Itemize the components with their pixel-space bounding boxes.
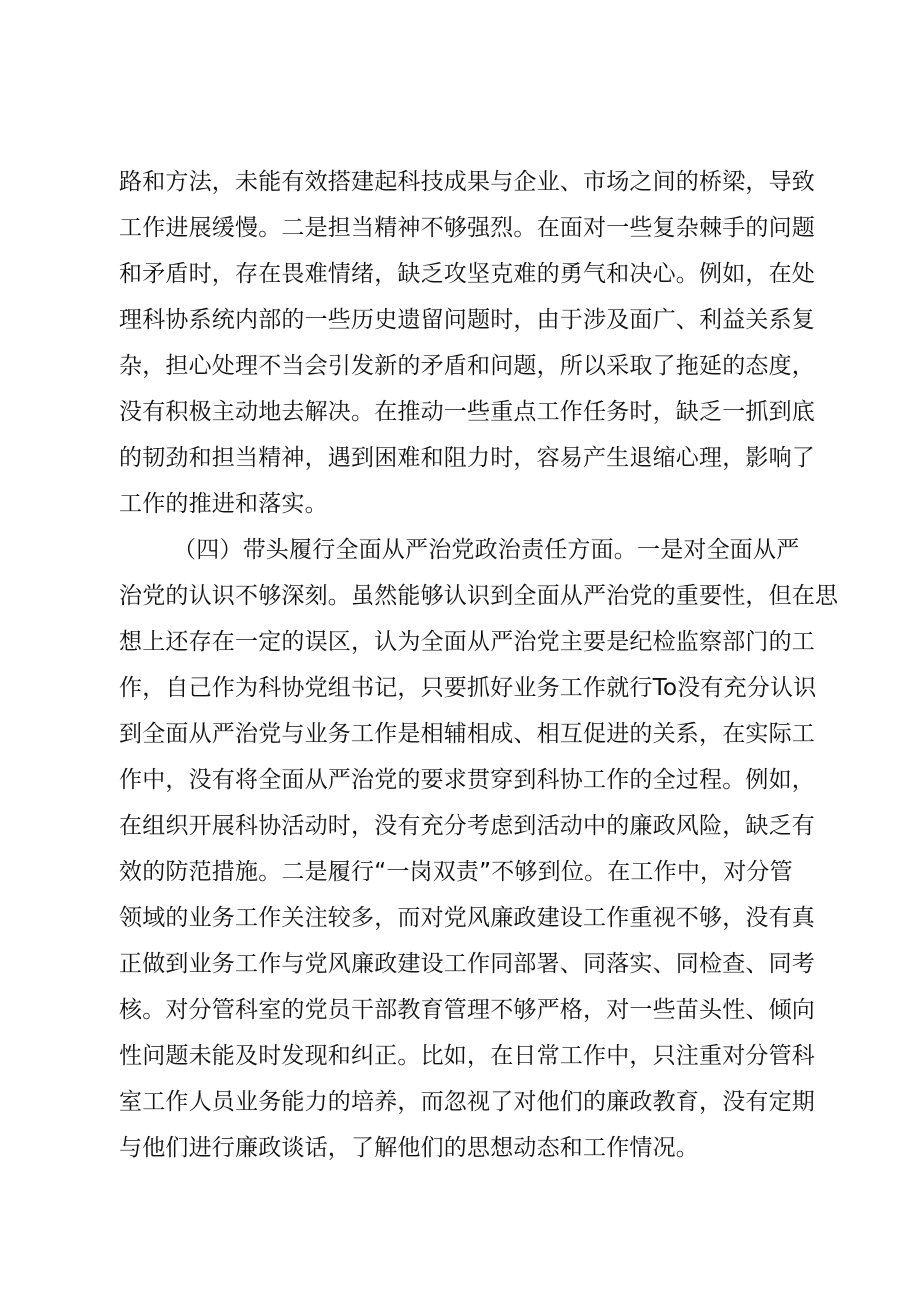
text-line: 性问题未能及时发现和纠正。比如，在日常工作中，只注重对分管科 — [119, 1043, 815, 1069]
text-line: 路和方法，未能有效搭建起科技成果与企业、市场之间的桥梁，导致 — [119, 169, 815, 195]
text-line: 作中，没有将全面从严治党的要求贯穿到科协工作的全过程。例如， — [119, 767, 815, 793]
text-line: 工作进展缓慢。二是担当精神不够强烈。在面对一些复杂棘手的问题 — [119, 215, 815, 241]
text-line: 领域的业务工作关注较多，而对党风廉政建设工作重视不够，没有真 — [119, 905, 815, 931]
text-line: 核。对分管科室的党员干部教育管理不够严格，对一些苗头性、倾向 — [119, 997, 815, 1023]
text-line: 正做到业务工作与党风廉政建设工作同部署、同落实、同检查、同考 — [119, 951, 815, 977]
text-line: 与他们进行廉政谈话，了解他们的思想动态和工作情况。 — [119, 1135, 699, 1161]
text-line: 工作的推进和落实。 — [119, 491, 328, 517]
text-line: 在组织开展科协活动时，没有充分考虑到活动中的廉政风险，缺乏有 — [119, 813, 815, 839]
text-line: 的韧劲和担当精神，遇到困难和阻力时，容易产生退缩心理，影响了 — [119, 445, 815, 471]
text-line: 和矛盾时，存在畏难情绪，缺乏攻坚克难的勇气和决心。例如，在处 — [119, 261, 815, 287]
text-line: 到全面从严治党与业务工作是相辅相成、相互促进的关系，在实际工 — [119, 721, 815, 747]
text-line: 理科协系统内部的一些历史遗留问题时，由于涉及面广、利益关系复 — [119, 307, 815, 333]
text-line: 室工作人员业务能力的培养，而忽视了对他们的廉政教育，没有定期 — [119, 1089, 815, 1115]
text-line: 作，自己作为科协党组书记，只要抓好业务工作就行To没有充分认识 — [119, 675, 817, 701]
text-line: 治党的认识不够深刻。虽然能够认识到全面从严治党的重要性，但在思 — [119, 583, 839, 609]
text-line: 效的防范措施。二是履行“一岗双责”不够到位。在工作中，对分管 — [119, 859, 793, 885]
text-line: 想上还存在一定的误区，认为全面从严治党主要是纪检监察部门的工 — [119, 629, 815, 655]
text-line: 杂，担心处理不当会引发新的矛盾和问题，所以采取了拖延的态度， — [119, 353, 815, 379]
section-heading-line: （四）带头履行全面从严治党政治责任方面。一是对全面从严 — [173, 537, 800, 563]
text-line: 没有积极主动地去解决。在推动一些重点工作任务时，缺乏一抓到底 — [119, 399, 815, 425]
